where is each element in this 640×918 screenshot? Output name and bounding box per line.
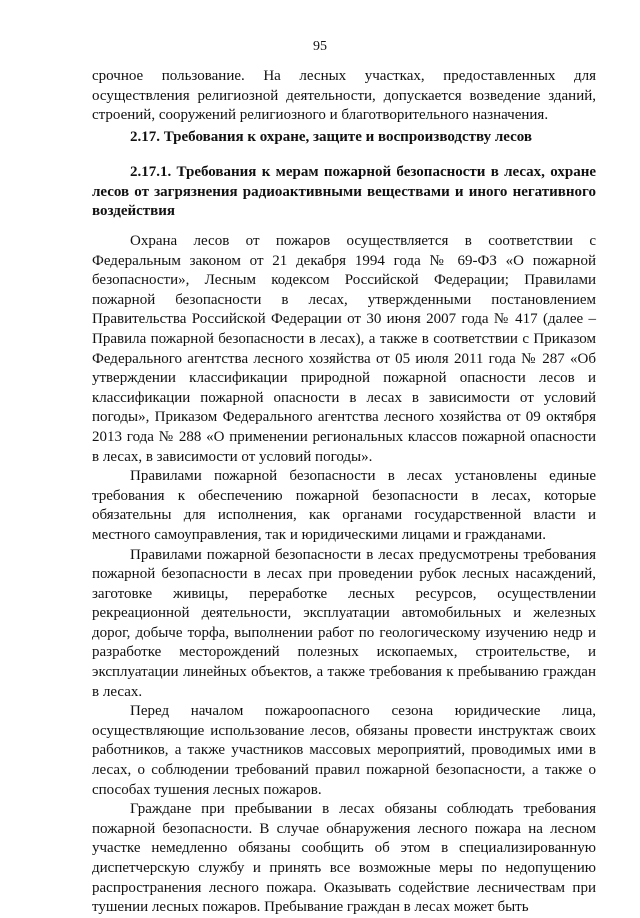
intro-paragraph: срочное пользование. На лесных участках, предоставленных для осуществления религиозной деятельности, допускается возведение зданий, строений, сооружений религиозного и благотворительного назначения. — [92, 68, 596, 124]
section-heading: 2.17. Требования к охране, защите и воспроизводству лесов — [130, 129, 532, 145]
page-number: 95 — [313, 39, 327, 54]
body-text — [92, 232, 596, 918]
paragraph: Перед началом пожароопасного сезона юридические лица, осуществляющие использование лесов, обязаны провести инструктаж своих работников, а также участников массовых мероприятий, проводимых ими в лесах, о соблюдении требований правил пожарной безопасности, а также о способах тушения лесных пожаров. — [92, 703, 596, 798]
intro-block — [92, 67, 596, 126]
paragraph: Граждане при пребывании в лесах обязаны соблюдать требования пожарной безопасности. В случае обнаружения лесного пожара на лесном участке немедленно обязаны сообщить об этом в специализированную диспетчерскую службу и принять все возможные меры по недопущению распространения лесного пожара. Оказывать содействие лесничествам при тушении лесных пожаров. Пребывание граждан в лесах может быть — [92, 801, 596, 916]
section-heading-block — [92, 128, 596, 148]
subsection-heading: 2.17.1. Требования к мерам пожарной безопасности в лесах, охране лесов от загрязнения радиоактивными веществами и иного негативного воздействия — [92, 164, 596, 220]
subsection-heading-block — [92, 163, 596, 222]
paragraph: Охрана лесов от пожаров осуществляется в соответствии с Федеральным законом от 21 декабря 1994 года № 69-ФЗ «О пожарной безопасности», Лесным кодексом Российской Федерации; Правилами пожарной безопасности в лесах, утвержденными постановлением Правительства Российской Федерации от 30 июня 2007 года № 417 (далее – Правила пожарной безопасности в лесах), а также в соответствии с Приказом Федерального агентства лесного хозяйства от 05 июля 2011 года № 287 «Об утверждении классификации природной пожарной опасности лесов и классификации пожарной опасности в лесах в зависимости от условий погоды», Приказом Федерального агентства лесного хозяйства от 09 октября 2013 года № 288 «О применении региональных классов пожарной опасности в лесах, в зависимости от условий погоды». — [92, 233, 596, 465]
paragraph: Правилами пожарной безопасности в лесах установлены единые требования к обеспечению пожарной безопасности в лесах, которые обязательны для исполнения, как органами государственной власти и местного самоуправления, так и юридическими лицами и гражданами. — [92, 468, 596, 543]
paragraph: Правилами пожарной безопасности в лесах предусмотрены требования пожарной безопасности в лесах при проведении рубок лесных насаждений, заготовке живицы, переработке лесных ресурсов, осуществлении рекреационной деятельности, эксплуатации автомобильных и железных дорог, добыче торфа, выполнении работ по геологическому изучению недр и разработке месторождений полезных ископаемых, строительстве, и эксплуатации линейных объектов, а также требования к пребыванию граждан в лесах. — [92, 546, 596, 700]
